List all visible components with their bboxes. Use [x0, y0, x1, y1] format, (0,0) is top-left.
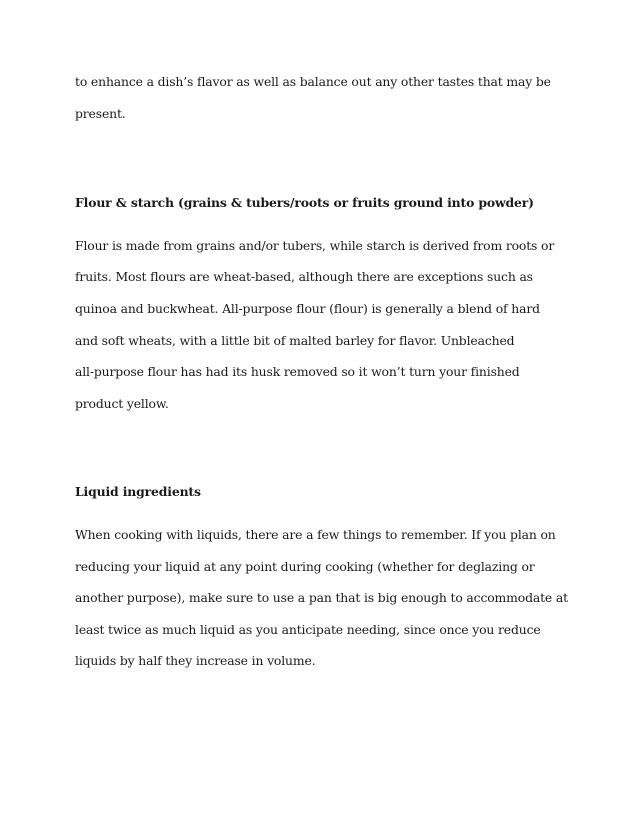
paragraph-line: least twice as much liquid as you anticipate needing, since once you reduce [75, 622, 541, 637]
paragraph-line: When cooking with liquids, there are a few things to remember. If you plan on [75, 527, 556, 542]
paragraph-line: present. [75, 106, 126, 121]
section-heading-flour-starch: Flour & starch (grains & tubers/roots or fruits ground into powder) [75, 195, 534, 210]
paragraph-line: quinoa and buckwheat. All-purpose flour (flour) is generally a blend of hard [75, 301, 540, 316]
paragraph-line: all-purpose flour has had its husk removed so it won’t turn your finished [75, 364, 520, 379]
section-heading-liquid-ingredients: Liquid ingredients [75, 484, 201, 499]
paragraph-line: another purpose), make sure to use a pan that is big enough to accommodate at [75, 590, 568, 605]
paragraph-line: and soft wheats, with a little bit of malted barley for flavor. Unbleached [75, 333, 515, 348]
paragraph-line: to enhance a dish’s flavor as well as balance out any other tastes that may be [75, 74, 551, 89]
paragraph-line: reducing your liquid at any point during cooking (whether for deglazing or [75, 559, 535, 574]
paragraph-line: fruits. Most flours are wheat-based, although there are exceptions such as [75, 269, 533, 284]
paragraph-line: liquids by half they increase in volume. [75, 653, 316, 668]
paragraph-line: product yellow. [75, 396, 169, 411]
paragraph-line: Flour is made from grains and/or tubers, while starch is derived from roots or [75, 238, 555, 253]
